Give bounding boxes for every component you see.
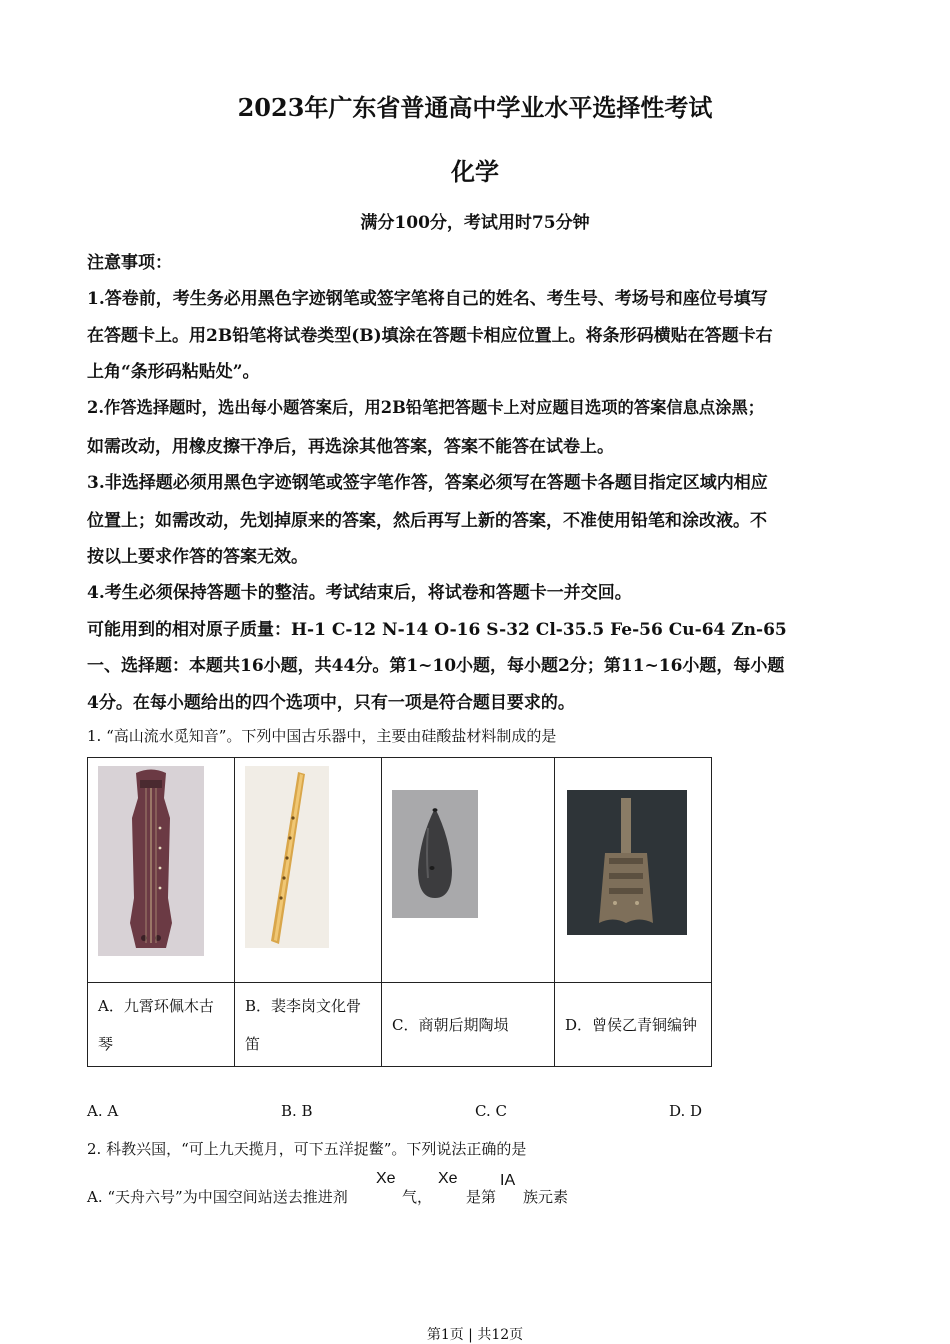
notes-line: 1.答卷前，考生务必用黑色字迹钢笔或签字笔将自己的姓名、考生号、考场号和座位号填写 [87, 289, 768, 309]
bone-flute-image-cell [235, 758, 382, 983]
pottery-xun-image [382, 758, 554, 978]
notes-line: 3.非选择题必须用黑色字迹钢笔或签字笔作答，答案必须写在答题卡各题目指定区域内相应 [87, 473, 768, 493]
exam-title: 2023年广东省普通高中学业水平选择性考试 [237, 93, 713, 122]
notes-line: 4.考生必须保持答题卡的整洁。考试结束后，将试卷和答题卡一并交回。 [87, 583, 632, 603]
section1-line2: 4分。在每小题给出的四个选项中，只有一项是符合题目要求的。 [87, 693, 575, 713]
q1-option-b[interactable]: B. B [281, 1102, 313, 1120]
notes-heading: 注意事项： [87, 253, 172, 273]
bone-flute-image [235, 758, 381, 978]
q1-option-a[interactable]: A. A [87, 1102, 119, 1120]
pottery-xun-image-cell [382, 758, 555, 983]
option-b-caption: B．裴李岗文化骨笛 [235, 983, 382, 1067]
q2-stem: 2. 科教兴国，“可上九天揽月，可下五洋捉鳖”。下列说法正确的是 [87, 1140, 527, 1158]
q1-option-d[interactable]: D. D [669, 1102, 703, 1120]
q1-instrument-table [87, 757, 712, 1067]
q1-option-c[interactable]: C. C [475, 1102, 507, 1120]
option-c-caption: C．商朝后期陶埙 [382, 983, 555, 1067]
notes-line: 上角“条形码粘贴处”。 [87, 362, 260, 382]
guqin-image [88, 758, 234, 978]
notes-line: 在答题卡上。用2B铅笔将试卷类型(B)填涂在答题卡相应位置上。将条形码横贴在答题卡右 [87, 326, 773, 346]
bronze-bell-image-cell [555, 758, 712, 983]
xe-symbol: Xe [438, 1170, 458, 1187]
score-info: 满分100分，考试用时75分钟 [360, 213, 590, 233]
notes-line: 按以上要求作答的答案无效。 [87, 547, 308, 567]
bronze-bell-image [555, 758, 711, 978]
notes-line: 如需改动，用橡皮擦干净后，再选涂其他答案，答案不能答在试卷上。 [87, 437, 614, 457]
subject-title: 化学 [451, 157, 499, 186]
option-d-caption: D．曾侯乙青铜编钟 [555, 983, 712, 1067]
q1-stem: 1. “高山流水觅知音”。下列中国古乐器中，主要由硅酸盐材料制成的是 [87, 727, 557, 745]
q2-option-a-prefix[interactable]: A. “天舟六号”为中国空间站送去推进剂 [87, 1188, 348, 1206]
option-a-caption: A．九霄环佩木古琴 [88, 983, 235, 1067]
xe-symbol: Xe [376, 1170, 396, 1187]
q2-option-a-text: 族元素 [523, 1188, 569, 1206]
q2-option-a-text: 气， [402, 1188, 433, 1206]
notes-line: 位置上；如需改动，先划掉原来的答案，然后再写上新的答案，不准使用铅笔和涂改液。不 [87, 511, 767, 531]
page-footer: 第1页 | 共12页 [426, 1327, 524, 1343]
guqin-image-cell [88, 758, 235, 983]
notes-line: 2.作答选择题时，选出每小题答案后，用2B铅笔把答题卡上对应题目选项的答案信息点涂黑； [87, 398, 765, 417]
q2-option-a-text: 是第 [466, 1188, 497, 1206]
group-symbol: IA [500, 1172, 516, 1189]
section1-line1: 一、选择题：本题共16小题，共44分。第1~10小题，每小题2分；第11~16小题，每小题 [87, 656, 785, 676]
atomic-masses: 可能用到的相对原子质量：H-1 C-12 N-14 O-16 S-32 Cl-35.5 Fe-56 Cu-64 Zn-65 [87, 620, 787, 640]
